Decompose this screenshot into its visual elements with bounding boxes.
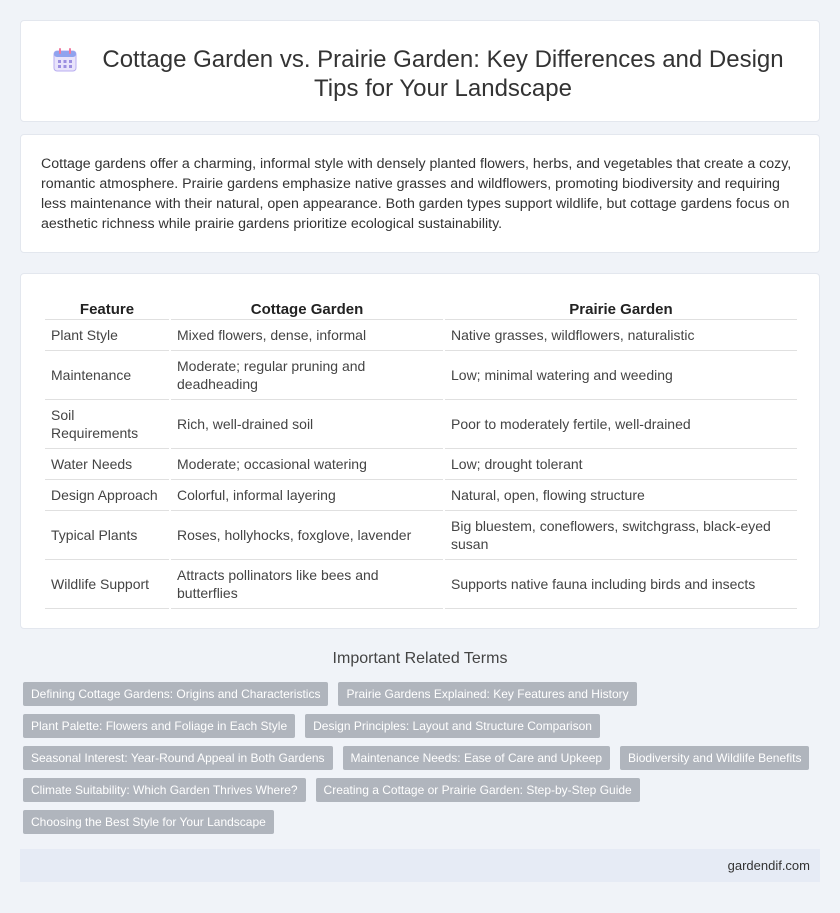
table-cell: Moderate; occasional watering: [171, 449, 443, 480]
related-term-tag[interactable]: Prairie Gardens Explained: Key Features and History: [338, 682, 636, 706]
table-row: [45, 560, 797, 609]
table-header-row: [45, 294, 797, 320]
table-cell: Maintenance: [45, 351, 169, 400]
related-term-tag[interactable]: Maintenance Needs: Ease of Care and Upkeep: [343, 746, 611, 770]
related-term-tag[interactable]: Climate Suitability: Which Garden Thrives Where?: [23, 778, 306, 802]
table-cell: Design Approach: [45, 480, 169, 511]
header-card: [20, 20, 820, 122]
table-cell: Natural, open, flowing structure: [445, 480, 797, 511]
table-row: [45, 449, 797, 480]
table-row: [45, 320, 797, 351]
table-cell: Plant Style: [45, 320, 169, 351]
related-term-tag[interactable]: Biodiversity and Wildlife Benefits: [620, 746, 809, 770]
table-cell: Roses, hollyhocks, foxglove, lavender: [171, 511, 443, 560]
table-cell: Moderate; regular pruning and deadheading: [171, 351, 443, 400]
calendar-icon: [52, 47, 78, 73]
related-terms-list: [23, 682, 803, 842]
intro-card: [20, 134, 820, 253]
column-header-prairie: Prairie Garden: [445, 294, 797, 320]
page-title: Cottage Garden vs. Prairie Garden: Key Differences and Design Tips for Your Landscape: [102, 46, 784, 102]
table-cell: Low; minimal watering and weeding: [445, 351, 797, 400]
comparison-table-card: [20, 273, 820, 629]
footer: [20, 849, 820, 882]
table-cell: Supports native fauna including birds and insects: [445, 560, 797, 609]
related-term-tag[interactable]: Creating a Cottage or Prairie Garden: Step-by-Step Guide: [316, 778, 640, 802]
table-cell: Low; drought tolerant: [445, 449, 797, 480]
table-cell: Typical Plants: [45, 511, 169, 560]
table-cell: Native grasses, wildflowers, naturalistic: [445, 320, 797, 351]
table-cell: Soil Requirements: [45, 400, 169, 449]
footer-site-link[interactable]: gardendif.com: [727, 858, 810, 873]
table-cell: Rich, well-drained soil: [171, 400, 443, 449]
column-header-feature: Feature: [45, 294, 169, 320]
table-cell: Attracts pollinators like bees and butterflies: [171, 560, 443, 609]
table-row: [45, 400, 797, 449]
comparison-table: [43, 294, 799, 609]
table-row: [45, 351, 797, 400]
related-term-tag[interactable]: Plant Palette: Flowers and Foliage in Each Style: [23, 714, 295, 738]
table-row: [45, 511, 797, 560]
table-cell: Mixed flowers, dense, informal: [171, 320, 443, 351]
related-terms-heading: Important Related Terms: [332, 650, 508, 667]
table-cell: Wildlife Support: [45, 560, 169, 609]
table-cell: Colorful, informal layering: [171, 480, 443, 511]
table-cell: Poor to moderately fertile, well-drained: [445, 400, 797, 449]
table-row: [45, 480, 797, 511]
related-term-tag[interactable]: Defining Cottage Gardens: Origins and Characteristics: [23, 682, 328, 706]
column-header-cottage: Cottage Garden: [171, 294, 443, 320]
related-term-tag[interactable]: Choosing the Best Style for Your Landscape: [23, 810, 274, 834]
intro-paragraph: Cottage gardens offer a charming, informal style with densely planted flowers, herbs, and vegetables that create a cozy, romantic atmosphere. Prairie gardens emphasize native grasses and wildflowers, promoting biodiversity and requiring less maintenance with their natural, open appearance. Both garden types support wildlife, but cottage gardens focus on aesthetic richness while prairie gardens prioritize ecological sustainability.: [41, 156, 792, 232]
related-term-tag[interactable]: Design Principles: Layout and Structure Comparison: [305, 714, 600, 738]
table-cell: Water Needs: [45, 449, 169, 480]
table-cell: Big bluestem, coneflowers, switchgrass, black-eyed susan: [445, 511, 797, 560]
related-term-tag[interactable]: Seasonal Interest: Year-Round Appeal in Both Gardens: [23, 746, 333, 770]
